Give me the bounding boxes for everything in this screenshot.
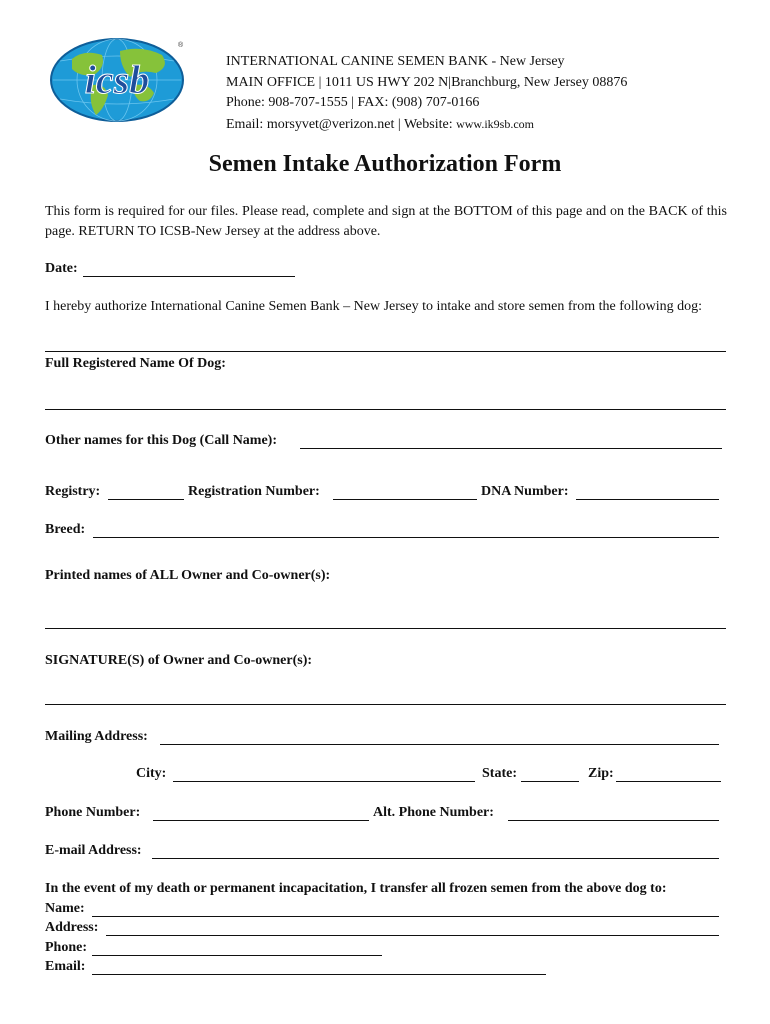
state-label: State:	[482, 766, 517, 781]
breed-field[interactable]	[93, 537, 719, 538]
intro-text: This form is required for our files. Please read, complete and sign at the BOTTOM of this page and on the BACK of this page. RETURN TO ICSB-New Jersey at the address above.	[45, 204, 727, 239]
signatures-field[interactable]	[45, 704, 726, 705]
dna-number-label: DNA Number:	[481, 484, 569, 499]
email-website	[226, 114, 627, 136]
full-name-label: Full Registered Name Of Dog:	[45, 356, 226, 371]
transfer-statement: In the event of my death or permanent incapacitation, I transfer all frozen semen from the above dog to:	[45, 881, 667, 896]
logo-wordmark: icsb	[84, 57, 150, 102]
mailing-address-field[interactable]	[160, 744, 719, 745]
phone-label: Phone Number:	[45, 805, 141, 820]
website-link[interactable]: www.ik9sb.com	[456, 116, 534, 131]
alt-phone-label: Alt. Phone Number:	[373, 805, 494, 820]
zip-label: Zip:	[588, 766, 614, 781]
transfer-address-label: Address:	[45, 920, 99, 935]
form-title: Semen Intake Authorization Form	[208, 151, 562, 177]
main-office-address: MAIN OFFICE | 1011 US HWY 202 N|Branchburg, New Jersey 08876	[226, 74, 628, 90]
registered-mark: ®	[178, 42, 184, 49]
organization-name: INTERNATIONAL CANINE SEMEN BANK - New Jersey	[226, 54, 565, 69]
other-names-label: Other names for this Dog (Call Name):	[45, 433, 278, 448]
email-text: Email: morsyvet@verizon.net | Website:	[226, 116, 457, 132]
city-field[interactable]	[173, 781, 475, 782]
transfer-name-field[interactable]	[92, 916, 719, 917]
owners-label: Printed names of ALL Owner and Co-owner(s):	[45, 568, 331, 583]
email-field[interactable]	[152, 858, 719, 859]
transfer-name-label: Name:	[45, 901, 85, 916]
transfer-email-label: Email:	[45, 959, 86, 974]
rule-top	[45, 351, 726, 352]
icsb-logo	[50, 37, 188, 123]
breed-label: Breed:	[45, 522, 86, 537]
full-name-field[interactable]	[45, 409, 726, 410]
signatures-label: SIGNATURE(S) of Owner and Co-owner(s):	[45, 653, 313, 668]
email-label: E-mail Address:	[45, 843, 142, 858]
mailing-address-label: Mailing Address:	[45, 729, 148, 744]
phone-fax: Phone: 908-707-1555 | FAX: (908) 707-0166	[226, 95, 480, 110]
state-field[interactable]	[521, 781, 579, 782]
date-field[interactable]	[83, 276, 295, 277]
letterhead	[226, 52, 627, 135]
owners-field[interactable]	[45, 628, 726, 629]
zip-field[interactable]	[616, 781, 721, 782]
authorization-text: I hereby authorize International Canine Semen Bank – New Jersey to intake and store semen from the following dog:	[45, 299, 703, 314]
date-label: Date:	[45, 261, 78, 276]
registration-number-field[interactable]	[333, 499, 477, 500]
call-name-field[interactable]	[300, 448, 722, 449]
registration-number-label: Registration Number:	[188, 484, 320, 499]
transfer-phone-label: Phone:	[45, 940, 87, 955]
transfer-phone-field[interactable]	[92, 955, 382, 956]
phone-field[interactable]	[153, 820, 369, 821]
alt-phone-field[interactable]	[508, 820, 719, 821]
dna-number-field[interactable]	[576, 499, 719, 500]
registry-field[interactable]	[108, 499, 184, 500]
registry-label: Registry:	[45, 484, 101, 499]
transfer-address-field[interactable]	[106, 935, 719, 936]
city-label: City:	[136, 766, 167, 781]
transfer-email-field[interactable]	[92, 974, 546, 975]
